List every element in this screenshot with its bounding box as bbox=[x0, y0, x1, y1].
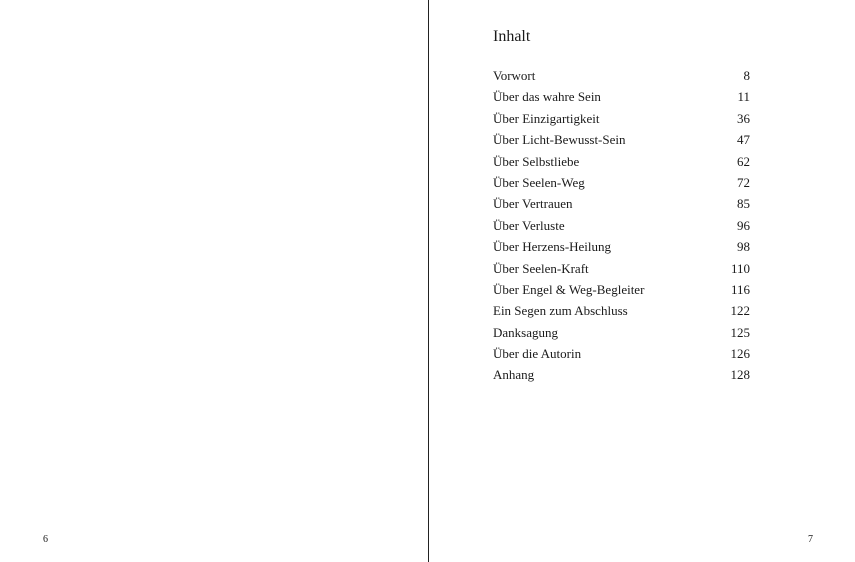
toc-entry-title: Über Vertrauen bbox=[493, 196, 573, 212]
toc-entry-page: 96 bbox=[737, 217, 750, 233]
right-page-number: 7 bbox=[808, 534, 813, 545]
toc-entry-title: Über Verluste bbox=[493, 217, 565, 233]
toc-entry-title: Anhang bbox=[493, 367, 535, 383]
toc-entry-title: Danksagung bbox=[493, 324, 558, 340]
toc-entry-title: Über die Autorin bbox=[493, 346, 582, 362]
toc-entry-page: 116 bbox=[730, 281, 750, 297]
toc-entry bbox=[493, 172, 750, 193]
toc-entry bbox=[493, 236, 750, 257]
toc-entry bbox=[493, 215, 750, 236]
toc-entry-title: Über Seelen-Kraft bbox=[493, 260, 589, 276]
toc-entry-page: 128 bbox=[730, 367, 750, 383]
toc-entry-title: Ein Segen zum Abschluss bbox=[493, 303, 628, 319]
toc-entry-page: 72 bbox=[737, 174, 750, 190]
toc-entry-page: 11 bbox=[737, 89, 750, 105]
toc-entry-title: Vorwort bbox=[493, 68, 536, 83]
toc-entry-page: 125 bbox=[730, 324, 750, 340]
toc-entry-title: Über das wahre Sein bbox=[493, 89, 601, 105]
toc-entry-title: Über Herzens-Heilung bbox=[493, 239, 612, 255]
toc-entry bbox=[493, 86, 750, 107]
toc-entry bbox=[493, 343, 750, 364]
toc-entry-title: Über Seelen-Weg bbox=[493, 174, 585, 190]
toc-entry bbox=[493, 300, 750, 321]
toc-entry-page: 110 bbox=[730, 260, 750, 276]
toc-entry bbox=[493, 279, 750, 300]
toc-entry bbox=[493, 364, 750, 385]
right-page bbox=[429, 0, 855, 562]
toc-entry-page: 8 bbox=[743, 68, 750, 83]
toc-entry-page: 47 bbox=[737, 132, 750, 148]
toc-entry bbox=[493, 151, 750, 172]
toc-entry-page: 62 bbox=[737, 153, 750, 169]
toc-entry-title: Über Einzigartigkeit bbox=[493, 110, 600, 126]
toc-entry-page: 98 bbox=[737, 239, 750, 255]
toc-entry bbox=[493, 193, 750, 214]
toc-entry bbox=[493, 258, 750, 279]
toc-entry-page: 126 bbox=[730, 346, 750, 362]
toc-entry bbox=[493, 322, 750, 343]
toc-entry-page: 36 bbox=[737, 110, 750, 126]
toc-entry-page: 85 bbox=[737, 196, 750, 212]
toc-entry-title: Über Selbstliebe bbox=[493, 153, 580, 169]
toc-list bbox=[493, 65, 750, 386]
toc-entry bbox=[493, 129, 750, 150]
toc-entry-title: Über Licht-Bewusst-Sein bbox=[493, 132, 626, 148]
toc-entry bbox=[493, 108, 750, 129]
toc-entry bbox=[493, 65, 750, 86]
toc-title: Inhalt bbox=[493, 28, 531, 45]
toc-entry-page: 122 bbox=[730, 303, 750, 319]
toc-entry-title: Über Engel & Weg-Begleiter bbox=[493, 281, 645, 297]
left-page-number: 6 bbox=[43, 534, 48, 545]
